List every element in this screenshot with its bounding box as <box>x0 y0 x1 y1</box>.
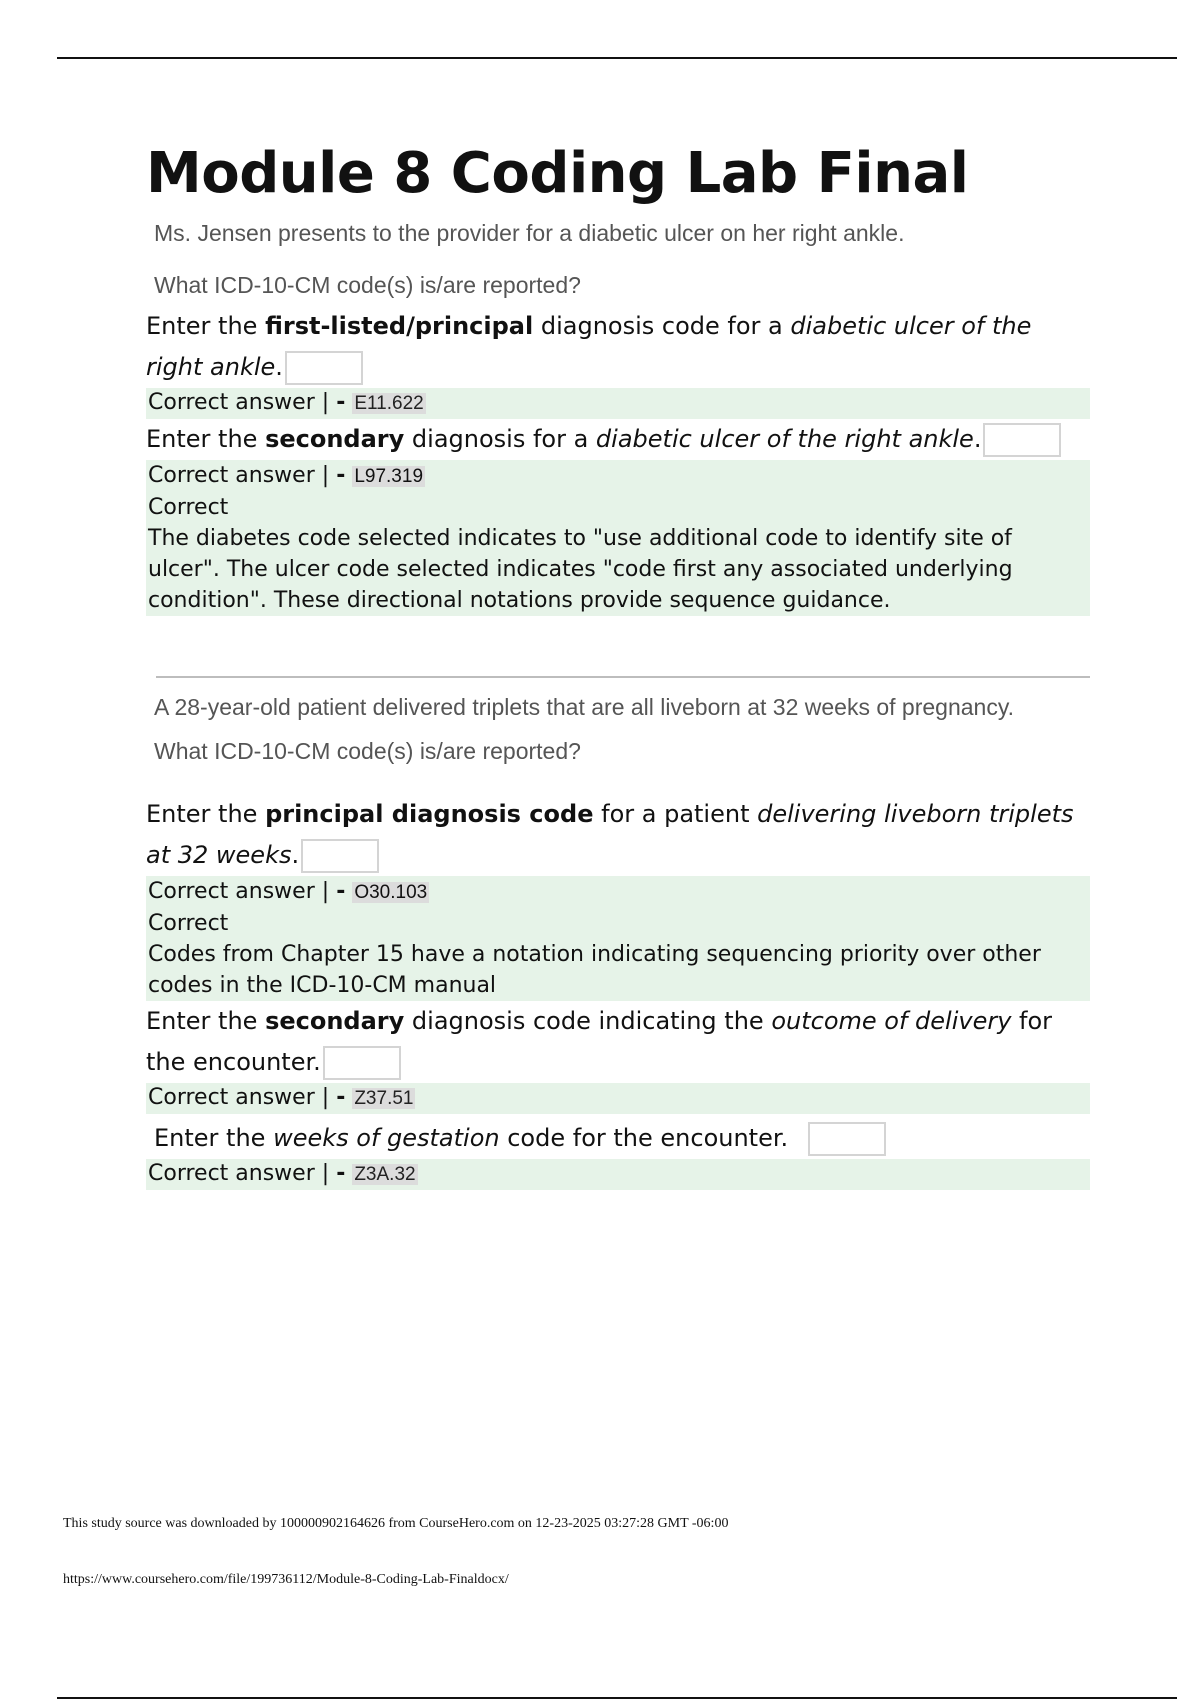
section-divider <box>156 676 1090 678</box>
source-url[interactable]: https://www.coursehero.com/file/199736112/Module-8-Coding-Lab-Finaldocx/ <box>63 1572 509 1587</box>
prompt-italic: outcome of delivery <box>771 1007 1012 1035</box>
answer-code: Z3A.32 <box>354 1164 416 1185</box>
answer-input-box[interactable] <box>808 1122 886 1156</box>
case-2-q3-answer <box>146 1159 1090 1190</box>
case-2-scenario: A 28-year-old patient delivered triplets that are all liveborn at 32 weeks of pregnancy. <box>154 694 1015 720</box>
answer-code: E11.622 <box>354 393 424 414</box>
case-2-q2-prompt <box>146 1001 1090 1083</box>
case-2 <box>146 692 1090 1190</box>
prompt-text: Enter the <box>146 1007 266 1035</box>
answer-explanation: The diabetes code selected indicates to "use additional code to identify site of ulcer". The ulcer code selected indicates "code first any associated underlying condition". These directional notations provide sequence guidance. <box>148 526 1013 613</box>
answer-input-box[interactable] <box>301 839 379 873</box>
prompt-text: code for the encounter. <box>499 1124 789 1152</box>
document-body <box>146 138 1090 1190</box>
answer-label: Correct answer <box>148 390 315 415</box>
page-title: Module 8 Coding Lab Final <box>146 141 969 206</box>
answer-input-box[interactable] <box>983 423 1061 457</box>
prompt-text: diagnosis for a <box>404 425 596 453</box>
answer-label: Correct answer <box>148 1085 315 1110</box>
prompt-bold: secondary <box>265 425 405 453</box>
answer-dash: - <box>336 1085 346 1110</box>
answer-label: Correct answer <box>148 879 315 904</box>
answer-input-box[interactable] <box>285 351 363 385</box>
case-1-question: What ICD-10-CM code(s) is/are reported? <box>154 272 581 298</box>
prompt-bold: principal diagnosis code <box>265 800 594 828</box>
answer-input-box[interactable] <box>323 1046 401 1080</box>
prompt-italic: delivering liveborn triplets at 32 weeks <box>146 800 1074 869</box>
answer-code: L97.319 <box>354 466 424 487</box>
prompt-text: diagnosis code indicating the <box>404 1007 772 1035</box>
case-2-q1-prompt <box>146 794 1090 876</box>
answer-line <box>148 460 1088 492</box>
case-1-q2-answer <box>146 460 1090 616</box>
prompt-italic: weeks of gestation <box>273 1124 500 1152</box>
prompt-italic: diabetic ulcer of the right ankle <box>146 312 1032 381</box>
answer-label: Correct answer <box>148 463 315 488</box>
answer-line <box>148 876 1088 908</box>
answer-separator: | <box>321 879 330 904</box>
answer-separator: | <box>321 463 330 488</box>
top-rule <box>57 57 1177 59</box>
case-1-q1-prompt <box>146 306 1090 388</box>
case-1 <box>146 218 1090 616</box>
case-1-q2-prompt <box>146 419 1090 460</box>
download-note: This study source was downloaded by 100000902164626 from CourseHero.com on 12-23-2025 03:27:28 GMT -06:00 <box>63 1516 729 1531</box>
prompt-text: for a patient <box>593 800 758 828</box>
answer-status: Correct <box>148 495 229 520</box>
answer-code: O30.103 <box>354 882 428 903</box>
bottom-rule <box>57 1697 1177 1699</box>
answer-dash: - <box>336 463 346 488</box>
case-2-q3-prompt <box>154 1118 1090 1159</box>
prompt-text: Enter the <box>146 425 266 453</box>
prompt-text: . <box>973 425 982 453</box>
answer-label: Correct answer <box>148 1161 315 1186</box>
prompt-italic: diabetic ulcer of the right ankle <box>595 425 974 453</box>
answer-explanation: Codes from Chapter 15 have a notation indicating sequencing priority over other codes in the ICD-10-CM manual <box>148 942 1041 998</box>
prompt-bold: secondary <box>265 1007 405 1035</box>
answer-separator: | <box>321 1085 330 1110</box>
answer-dash: - <box>336 879 346 904</box>
prompt-text: diagnosis code for a <box>533 312 791 340</box>
answer-separator: | <box>321 1161 330 1186</box>
prompt-bold: first-listed/principal <box>265 312 534 340</box>
prompt-text: . <box>275 353 283 381</box>
prompt-text: for the encounter. <box>146 1007 1053 1076</box>
prompt-text: Enter the <box>154 1124 274 1152</box>
case-2-q2-answer <box>146 1083 1090 1114</box>
prompt-text: . <box>291 841 300 869</box>
case-2-q1-answer <box>146 876 1090 1001</box>
answer-dash: - <box>336 390 346 415</box>
answer-dash: - <box>336 1161 346 1186</box>
answer-separator: | <box>321 390 330 415</box>
case-1-q1-answer <box>146 388 1090 419</box>
case-2-question: What ICD-10-CM code(s) is/are reported? <box>154 738 581 764</box>
prompt-text: Enter the <box>146 312 266 340</box>
prompt-text: Enter the <box>146 800 266 828</box>
case-1-scenario: Ms. Jensen presents to the provider for a diabetic ulcer on her right ankle. <box>154 220 905 246</box>
answer-status: Correct <box>148 911 229 936</box>
answer-code: Z37.51 <box>354 1088 414 1109</box>
